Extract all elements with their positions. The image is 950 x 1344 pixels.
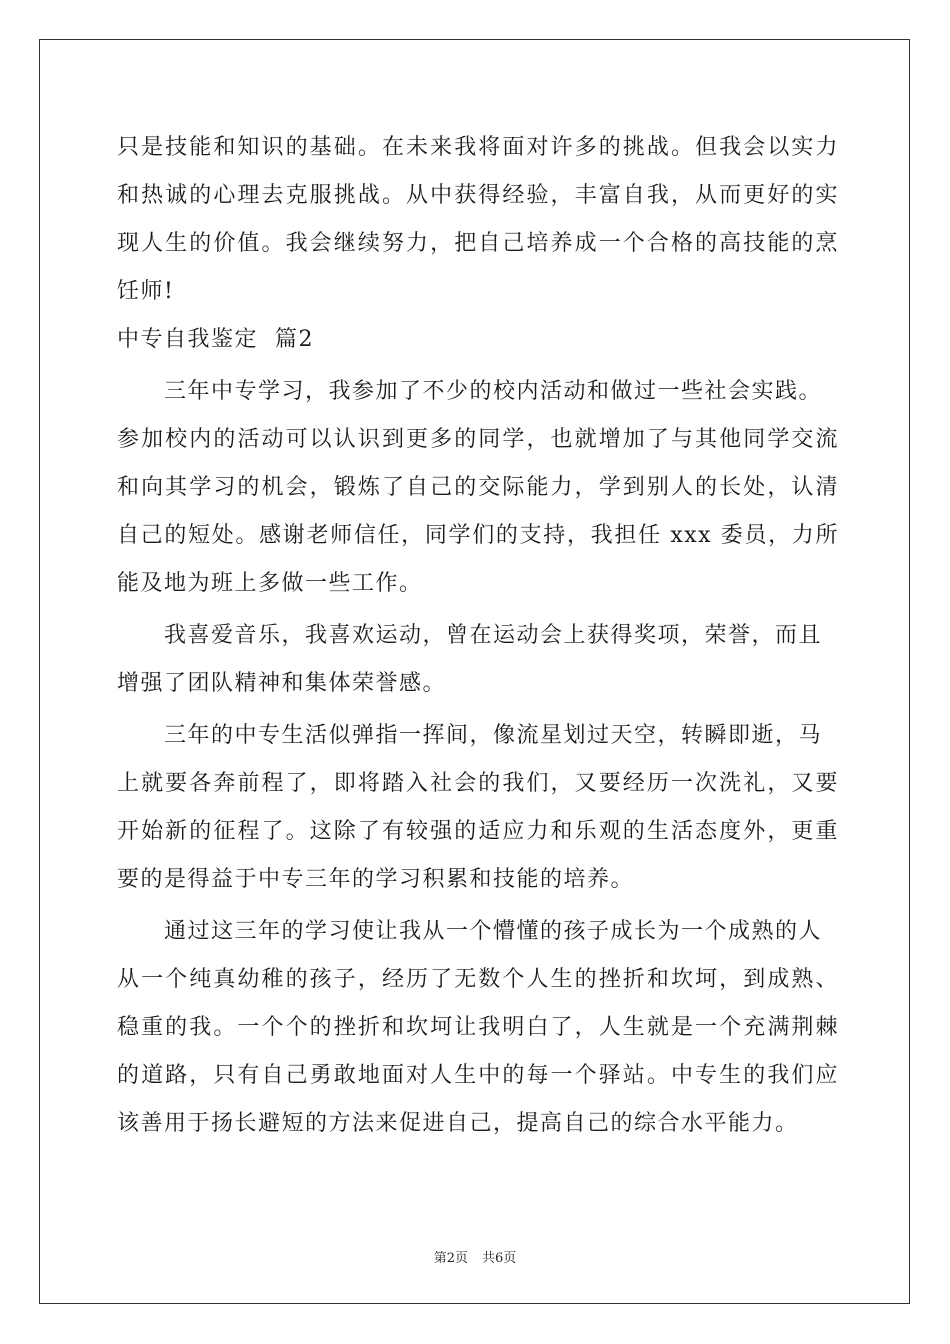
text-line: 自己的短处。感谢老师信任，同学们的支持，我担任 xxx 委员，力所 — [117, 523, 839, 548]
text-line: 和热诚的心理去克服挑战。从中获得经验，丰富自我，从而更好的实 — [117, 183, 839, 208]
text-line: 通过这三年的学习使让我从一个懵懂的孩子成长为一个成熟的人 — [164, 919, 823, 944]
text-line: 上就要各奔前程了，即将踏入社会的我们，又要经历一次洗礼，又要 — [117, 771, 839, 796]
text-line: 能及地为班上多做一些工作。 — [117, 571, 423, 596]
text-line: 稳重的我。一个个的挫折和坎坷让我明白了，人生就是一个充满荆棘 — [117, 1015, 839, 1040]
paragraph-continuation — [117, 124, 839, 316]
text-line: 只是技能和知识的基础。在未来我将面对许多的挑战。但我会以实力 — [117, 135, 839, 160]
text-line: 和向其学习的机会，锻炼了自己的交际能力，学到别人的长处，认清 — [117, 475, 839, 500]
text-line: 参加校内的活动可以认识到更多的同学，也就增加了与其他同学交流 — [117, 427, 839, 452]
paragraph — [117, 612, 839, 708]
paragraph — [117, 368, 839, 608]
text-line: 该善用于扬长避短的方法来促进自己，提高自己的综合水平能力。 — [117, 1111, 799, 1136]
document-body — [117, 124, 839, 1148]
section-heading: 中专自我鉴定 篇2 — [117, 327, 314, 352]
text-line: 三年中专学习，我参加了不少的校内活动和做过一些社会实践。 — [164, 379, 823, 404]
text-line: 我喜爱音乐，我喜欢运动，曾在运动会上获得奖项，荣誉，而且 — [164, 623, 823, 648]
text-line: 饪师! — [117, 279, 175, 304]
text-line: 要的是得益于中专三年的学习积累和技能的培养。 — [117, 867, 635, 892]
paragraph — [117, 908, 839, 1148]
text-line: 三年的中专生活似弹指一挥间，像流星划过天空，转瞬即逝，马 — [164, 723, 823, 748]
current-page-number: 第2页 — [433, 1251, 468, 1266]
paragraph — [117, 712, 839, 904]
text-line: 开始新的征程了。这除了有较强的适应力和乐观的生活态度外，更重 — [117, 819, 839, 844]
text-line: 现人生的价值。我会继续努力，把自己培养成一个合格的高技能的烹 — [117, 231, 839, 256]
text-line: 从一个纯真幼稚的孩子，经历了无数个人生的挫折和坎坷，到成熟、 — [117, 967, 839, 992]
page-footer — [0, 1247, 950, 1266]
total-pages: 共6页 — [482, 1251, 517, 1266]
text-line: 的道路，只有自己勇敢地面对人生中的每一个驿站。中专生的我们应 — [117, 1063, 839, 1088]
text-line: 增强了团队精神和集体荣誉感。 — [117, 671, 447, 696]
